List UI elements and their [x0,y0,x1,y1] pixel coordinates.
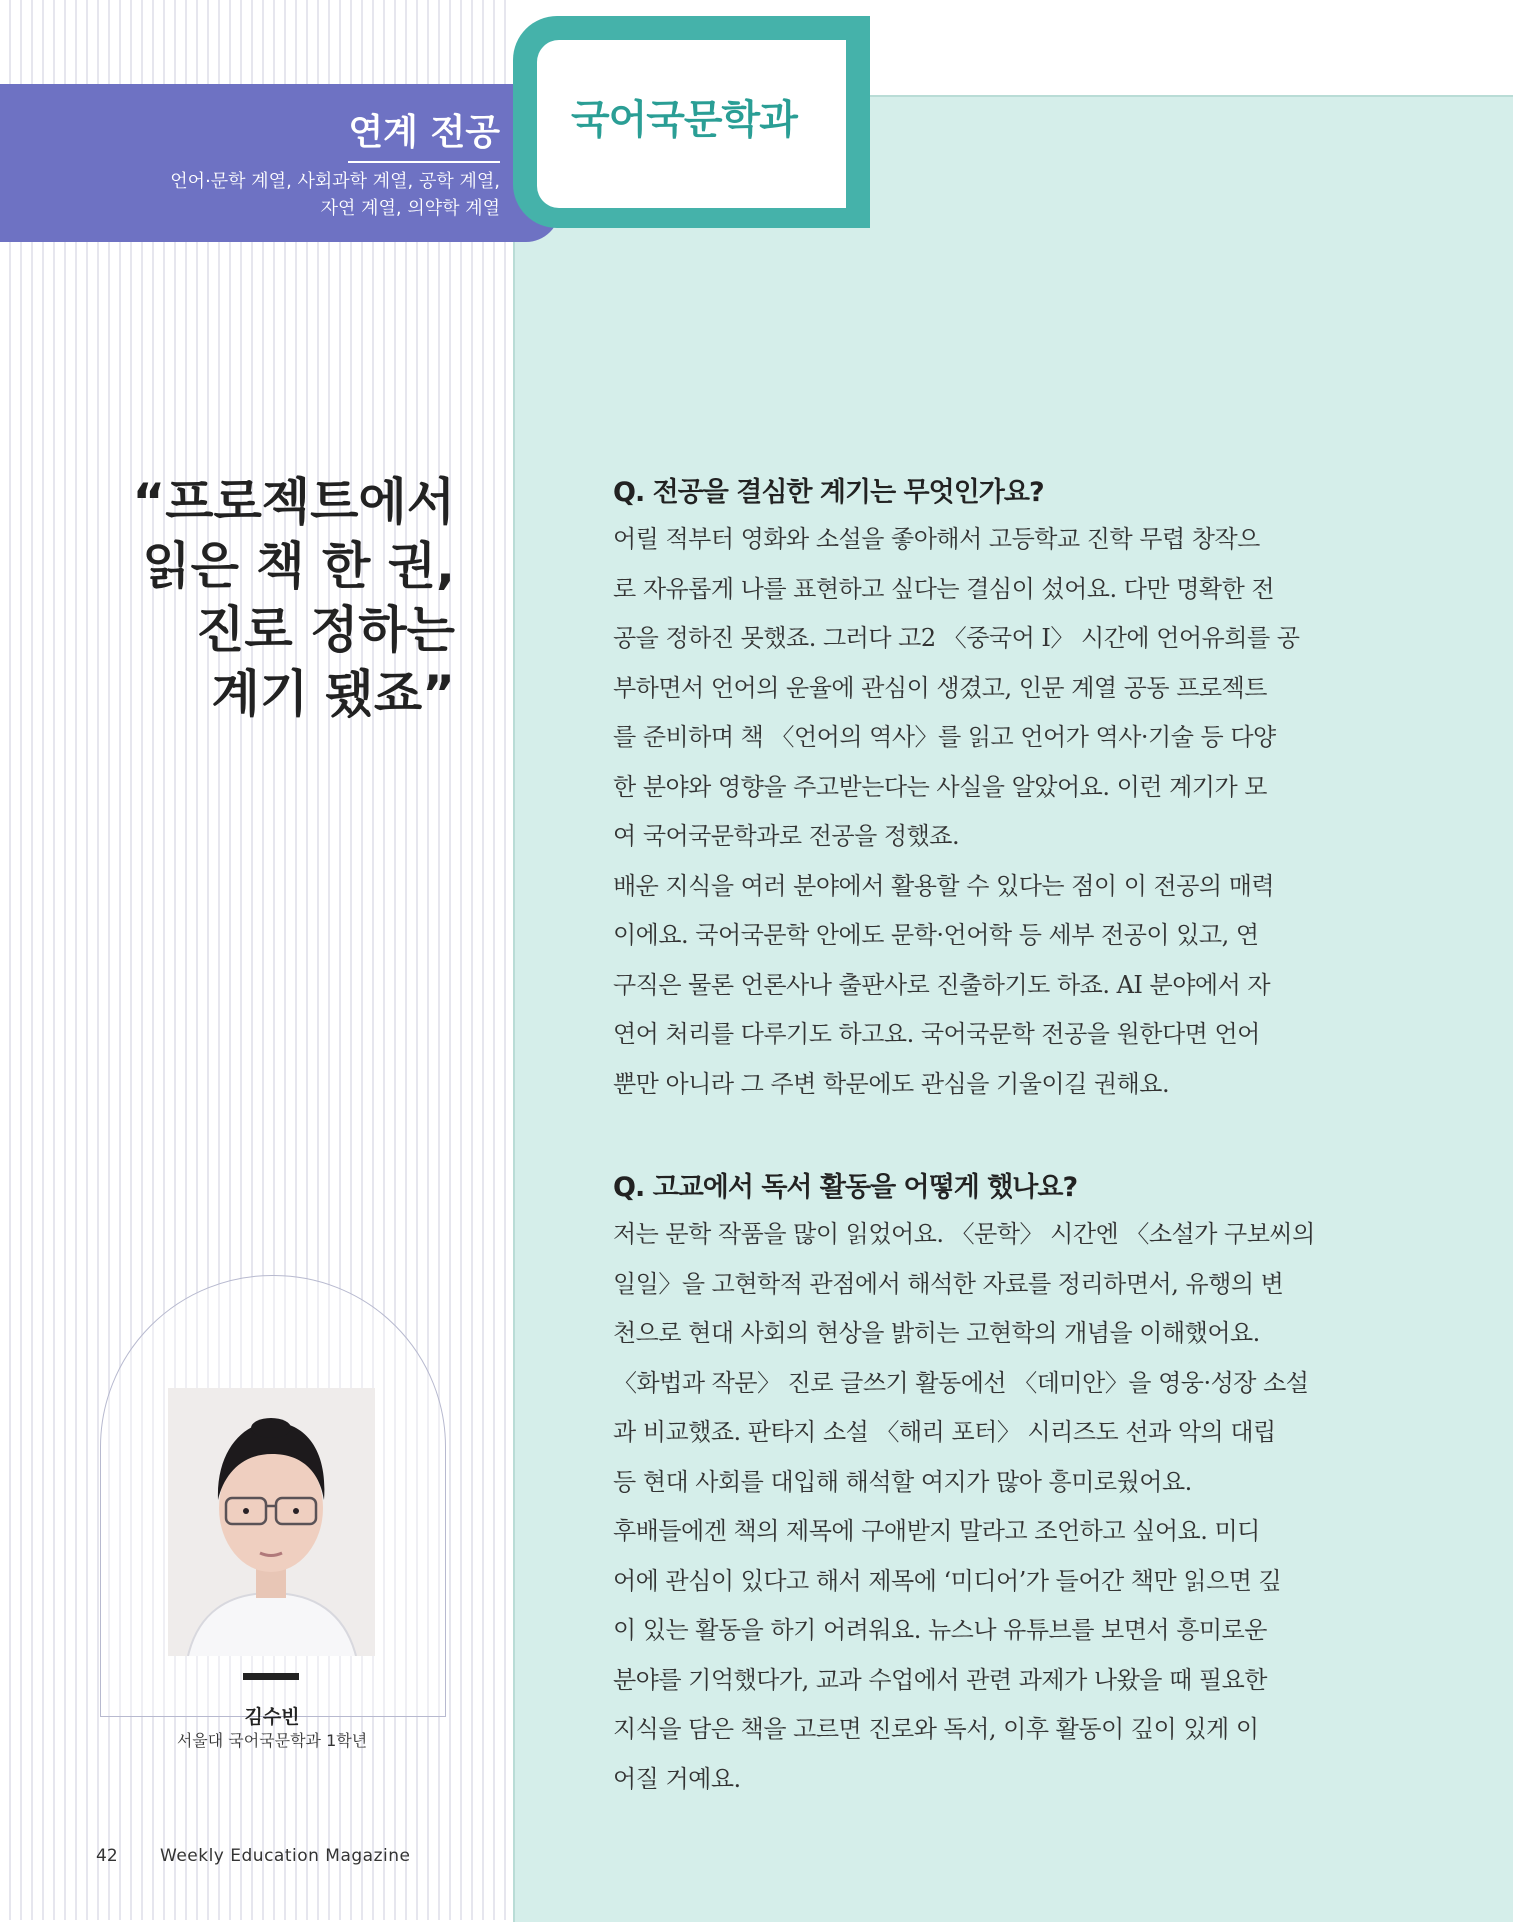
qa-block-1 [613,470,1353,1109]
pull-quote-line: 진로 정하는 [196,601,455,659]
answer-line: 이에요. 국어국문학 안에도 문학·언어학 등 세부 전공이 있고, 연 [613,921,1259,949]
answer-line: 부하면서 언어의 운율에 관심이 생겼고, 인문 계열 공동 프로젝트 [613,673,1267,702]
answer-line: 구직은 물론 언론사나 출판사로 진출하기도 하죠. AI 분야에서 자 [613,970,1271,999]
question-heading: Q. 전공을 결심한 계기는 무엇인가요? [613,477,1044,508]
student-affiliation: 서울대 국어국문학과 1학년 [176,1731,368,1750]
pull-quote-line: 읽은 책 한 권, [142,537,455,595]
answer-line: 후배들에겐 책의 제목에 구애받지 말라고 조언하고 싶어요. 미디 [613,1517,1260,1545]
answer-line: 저는 문학 작품을 많이 읽었어요. 〈문학〉 시간엔 〈소설가 구보씨의 [613,1220,1315,1248]
magazine-name: Weekly Education Magazine [160,1846,411,1866]
answer-line: 분야를 기억했다가, 교과 수업에서 관련 과제가 나왔을 때 필요한 [613,1665,1267,1694]
answer-line: 배운 지식을 여러 분야에서 활용할 수 있다는 점이 이 전공의 매력 [613,871,1275,900]
answer-text [613,515,1353,1109]
pull-quote-line: 계기 됐죠” [211,665,455,723]
qa-block-2 [613,1165,1353,1804]
answer-line: 를 준비하며 책 〈언어의 역사〉를 읽고 언어가 역사·기술 등 다양 [613,723,1276,751]
related-major-box [0,84,560,242]
related-major-fields-line2: 자연 계열, 의약학 계열 [320,198,500,219]
answer-line: 과 비교했죠. 판타지 소설 〈해리 포터〉 시리즈도 선과 악의 대립 [613,1418,1276,1446]
question-heading: Q. 고교에서 독서 활동을 어떻게 했나요? [613,1172,1078,1203]
answer-line: 어에 관심이 있다고 해서 제목에 ‘미디어’가 들어간 책만 읽으면 깊 [613,1566,1282,1595]
related-major-fields-line1: 언어·문학 계열, 사회과학 계열, 공학 계열, [170,171,500,192]
page-number: 42 [96,1846,118,1866]
answer-line: 이 있는 활동을 하기 어려워요. 뉴스나 유튜브를 보면서 흥미로운 [613,1616,1267,1644]
student-portrait-illustration [168,1388,375,1656]
answer-text [613,1210,1353,1804]
answer-line: 로 자유롭게 나를 표현하고 싶다는 결심이 섰어요. 다만 명확한 전 [613,574,1275,603]
answer-line: 등 현대 사회를 대입해 해석할 여지가 많아 흥미로웠어요. [613,1467,1192,1496]
name-divider [243,1673,299,1680]
answer-line: 지식을 담은 책을 고르면 진로와 독서, 이후 활동이 깊이 있게 이 [613,1715,1259,1743]
related-major-title: 연계 전공 [348,104,500,163]
answer-line: 어릴 적부터 영화와 소설을 좋아해서 고등학교 진학 무렵 창작으 [613,525,1260,553]
pull-quote-line: “프로젝트에서 [132,473,455,531]
answer-line: 여 국어국문학과로 전공을 정했죠. [613,822,960,850]
answer-line: 공을 정하진 못했죠. 그러다 고2 〈중국어 Ⅰ〉 시간에 언어유희를 공 [613,624,1300,652]
answer-line: 천으로 현대 사회의 현상을 밝히는 고현학의 개념을 이해했어요. [613,1319,1260,1347]
answer-line: 일일〉을 고현학적 관점에서 해석한 자료를 정리하면서, 유행의 변 [613,1269,1284,1298]
student-photo [168,1388,375,1656]
answer-line: 〈화법과 작문〉 진로 글쓰기 활동에선 〈데미안〉을 영웅·성장 소설 [613,1368,1309,1397]
answer-line: 뿐만 아니라 그 주변 학문에도 관심을 기울이길 권해요. [613,1069,1170,1098]
answer-line: 어질 거예요. [613,1764,741,1793]
related-major-fields [40,168,500,222]
student-name: 김수빈 [244,1706,300,1728]
answer-line: 한 분야와 영향을 주고받는다는 사실을 알았어요. 이런 계기가 모 [613,772,1267,801]
department-title: 국어국문학과 [571,97,797,143]
answer-line: 연어 처리를 다루기도 하고요. 국어국문학 전공을 원한다면 언어 [613,1020,1260,1048]
pull-quote [60,470,455,726]
